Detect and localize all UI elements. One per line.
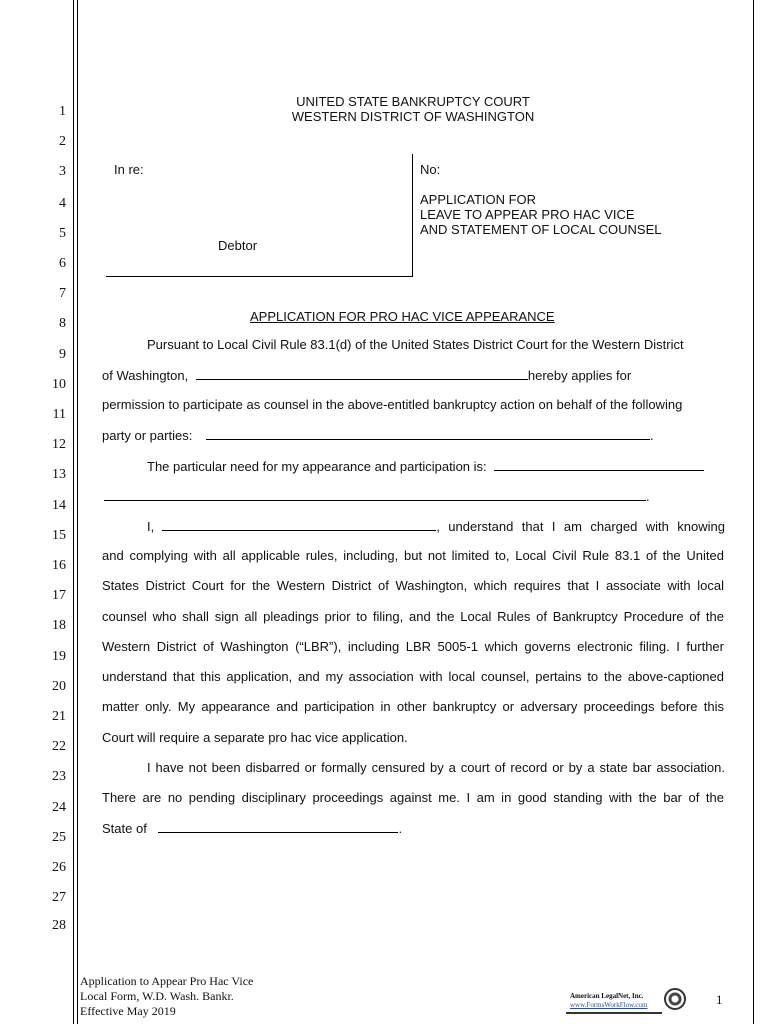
p2-line-1: [147, 458, 704, 474]
p1-line-1: Pursuant to Local Civil Rule 83.1(d) of the United States District Court for the Western District: [147, 337, 684, 352]
document-title-line-2: LEAVE TO APPEAR PRO HAC VICE: [420, 207, 635, 222]
p4-line-3-text-a: State of: [102, 821, 147, 836]
p1-line-4-text-b: .: [649, 428, 654, 443]
debtor-label: Debtor: [218, 238, 258, 253]
line-number: 17: [52, 588, 66, 603]
document-title-line-3: AND STATEMENT OF LOCAL COUNSEL: [420, 222, 662, 237]
attorney-name-field[interactable]: [162, 518, 436, 531]
line-number: 21: [52, 709, 66, 724]
line-number: 22: [52, 739, 66, 754]
footer-line-2: Local Form, W.D. Wash. Bankr.: [80, 989, 234, 1003]
line-number: 6: [59, 256, 66, 271]
document-title: [420, 192, 662, 237]
court-header: [190, 94, 636, 124]
line-number: 4: [59, 196, 66, 211]
caption-bottom-line: [106, 276, 413, 277]
line-number: 18: [52, 618, 66, 633]
p4-line-3-text-b: .: [398, 821, 403, 836]
p1-line-2-text-a: of Washington,: [102, 368, 189, 383]
line-number: 27: [52, 890, 66, 905]
line-number: 2: [59, 134, 66, 149]
p4-line-3: [102, 820, 402, 836]
p3-line-7: matter only. My appearance and participation in other bankruptcy or adversary proceedings before this: [102, 699, 724, 714]
line-number: 1: [59, 104, 66, 119]
line-number: 13: [52, 467, 66, 482]
line-number: 3: [59, 164, 66, 179]
p3-line-4: counsel who shall sign all pleadings prior to filing, and the Local Rules of Bankruptcy Procedure of the: [102, 609, 724, 624]
p3-line-5: Western District of Washington (“LBR”), including LBR 5005-1 which governs electronic filing. I further: [102, 639, 724, 654]
p3-line-6: understand that this application, and my association with local counsel, pertains to the above-captioned: [102, 669, 724, 684]
line-number: 10: [52, 377, 66, 392]
line-number: 7: [59, 286, 66, 301]
p4-line-2: There are no pending disciplinary proceedings against me. I am in good standing with the bar of the: [102, 790, 724, 805]
line-number: 23: [52, 769, 66, 784]
footer: [80, 974, 253, 1019]
margin-rule-left-outer: [73, 0, 74, 1024]
court-district: WESTERN DISTRICT OF WASHINGTON: [291, 109, 535, 124]
p1-line-4-text-a: party or parties:: [102, 428, 193, 443]
page-number: 1: [716, 992, 723, 1007]
line-number: 14: [52, 498, 66, 513]
section-title: APPLICATION FOR PRO HAC VICE APPEARANCE: [250, 309, 555, 324]
logo-url: www.FormsWorkFlow.com: [570, 1001, 648, 1009]
court-name: UNITED STATE BANKRUPTCY COURT: [296, 94, 530, 109]
need-field-1[interactable]: [494, 458, 704, 471]
p2-line-2-end: .: [646, 489, 650, 504]
margin-rule-left-inner: [77, 0, 78, 1024]
p1-line-2-text-b: hereby applies for: [527, 368, 632, 383]
p3-line-1-text-a: I,: [147, 519, 155, 534]
logo-company-name: American LegalNet, Inc.: [570, 992, 644, 1000]
line-number: 25: [52, 830, 66, 845]
p2-line-1-text: The particular need for my appearance and participation is:: [147, 459, 487, 474]
party-field[interactable]: [206, 427, 650, 440]
document-title-line-1: APPLICATION FOR: [420, 192, 537, 207]
in-re-label: In re:: [114, 162, 144, 177]
p3-line-1-text-b: , understand that I am charged with knowing: [436, 519, 725, 534]
line-number: 19: [52, 649, 66, 664]
line-number: 15: [52, 528, 66, 543]
p4-line-1: I have not been disbarred or formally censured by a court of record or by a state bar association.: [147, 760, 725, 775]
line-number: 26: [52, 860, 66, 875]
p1-line-4: [102, 427, 654, 443]
p1-line-3: permission to participate as counsel in the above-entitled bankruptcy action on behalf of the following: [102, 397, 683, 412]
line-number: 11: [52, 407, 66, 422]
line-number: 28: [52, 918, 66, 933]
case-number-label: No:: [420, 162, 441, 177]
p2-line-2: [104, 488, 650, 504]
line-number: 8: [59, 316, 66, 331]
p3-line-8: Court will require a separate pro hac vice application.: [102, 730, 408, 745]
p3-line-1: [147, 518, 725, 534]
american-legalnet-logo: [566, 988, 688, 1014]
footer-line-3: Effective May 2019: [80, 1004, 176, 1018]
margin-rule-right: [753, 0, 754, 1024]
need-field-2[interactable]: [104, 488, 646, 501]
applicant-name-field[interactable]: [196, 367, 528, 380]
line-number: 16: [52, 558, 66, 573]
footer-line-1: Application to Appear Pro Hac Vice: [80, 974, 254, 988]
line-number: 24: [52, 800, 66, 815]
p3-line-3: States District Court for the Western District of Washington, which requires that I associate with local: [102, 578, 724, 593]
line-number: 12: [52, 437, 66, 452]
p1-line-2: [102, 367, 631, 383]
p3-line-2: and complying with all applicable rules, including, but not limited to, Local Civil Rule 83.1 of the United: [102, 548, 724, 563]
line-number: 5: [59, 226, 66, 241]
line-number: 9: [59, 347, 66, 362]
state-field[interactable]: [158, 820, 398, 833]
logo-emblem-icon: [664, 988, 686, 1010]
line-number: 20: [52, 679, 66, 694]
caption-divider: [412, 154, 413, 277]
